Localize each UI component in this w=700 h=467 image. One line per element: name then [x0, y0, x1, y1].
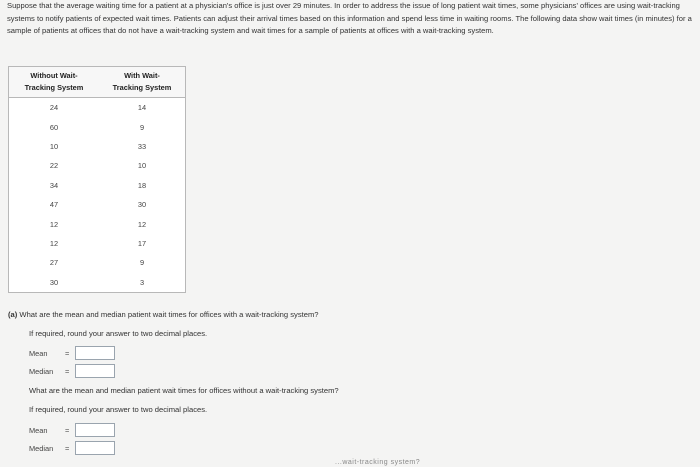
table-row: [9, 98, 186, 118]
header-line: Tracking System: [112, 83, 172, 92]
table-header-row: [9, 67, 186, 98]
header-without-wait-tracking: [9, 67, 100, 98]
part-b-question: What are the mean and median patient wait times for offices without a wait-tracking system?: [29, 386, 339, 395]
header-line: Without Wait-: [30, 71, 78, 80]
cell-without: 12: [49, 238, 59, 248]
part-b-mean-row: [29, 423, 115, 437]
cell-with: 3: [139, 277, 145, 287]
header-line: With Wait-: [124, 71, 160, 80]
cell-without: 30: [49, 277, 59, 287]
cell-without: 27: [49, 258, 59, 268]
wait-times-table: [8, 66, 186, 293]
cell-without: 47: [49, 200, 59, 210]
header-line: Tracking System: [24, 83, 84, 92]
cell-without: 10: [49, 141, 59, 151]
equals-sign: =: [65, 348, 70, 358]
part-a-question: [8, 310, 319, 319]
part-a-mean-row: [29, 346, 115, 360]
cell-without: 34: [49, 180, 59, 190]
part-b-mean-input[interactable]: [75, 423, 115, 437]
header-with-wait-tracking: [99, 67, 186, 98]
mean-label: Mean: [29, 425, 48, 435]
part-a-median-input[interactable]: [75, 364, 115, 378]
part-a-marker: (a): [8, 310, 18, 319]
cell-with: 30: [137, 200, 147, 210]
part-a-hint: If required, round your answer to two decimal places.: [29, 329, 208, 338]
problem-intro: [7, 0, 695, 38]
part-a-median-row: [29, 364, 115, 378]
median-label: Median: [29, 443, 54, 453]
table-row: [9, 137, 186, 156]
table-row: [9, 234, 186, 253]
table-row: [9, 156, 186, 175]
cell-without: 12: [49, 219, 59, 229]
mean-label: Mean: [29, 348, 48, 358]
cell-without: 24: [49, 103, 59, 113]
equals-sign: =: [65, 443, 70, 453]
intro-text: Suppose that the average waiting time for a patient at a physician's office is just over 29 minutes. In order to address the issue of long patient wait times, some physicians' offices are using wait-tracking systems to notify patients of expected wait times. Patients can adjust their arrival times based on this information and spend less time in waiting rooms. The following data show wait times (in minutes) for a sample of patients at offices that do not have a wait-tracking system and wait times for a sample of patients at offices with a wait-tracking system.: [7, 1, 692, 36]
part-a-mean-input[interactable]: [75, 346, 115, 360]
part-b-median-row: [29, 441, 115, 455]
table-row: [9, 176, 186, 195]
part-b-median-input[interactable]: [75, 441, 115, 455]
cell-without: 60: [49, 122, 59, 132]
part-b-hint: If required, round your answer to two decimal places.: [29, 405, 208, 414]
table-row: [9, 214, 186, 233]
cell-with: 9: [139, 258, 145, 268]
cell-with: 33: [137, 141, 147, 151]
cell-with: 18: [137, 180, 147, 190]
cell-without: 22: [49, 161, 59, 171]
median-label: Median: [29, 366, 54, 376]
part-a-question-text: What are the mean and median patient wait times for offices with a wait-tracking system?: [19, 310, 319, 319]
cell-with: 12: [137, 219, 147, 229]
table-row: [9, 195, 186, 214]
equals-sign: =: [65, 425, 70, 435]
equals-sign: =: [65, 366, 70, 376]
cell-with: 14: [137, 103, 147, 113]
cell-with: 17: [137, 238, 147, 248]
table-row: [9, 117, 186, 136]
cell-with: 9: [139, 122, 145, 132]
cell-with: 10: [137, 161, 147, 171]
cut-off-text: ...wait-tracking system?: [335, 459, 421, 466]
table-row: [9, 253, 186, 272]
table-row: [9, 273, 186, 293]
